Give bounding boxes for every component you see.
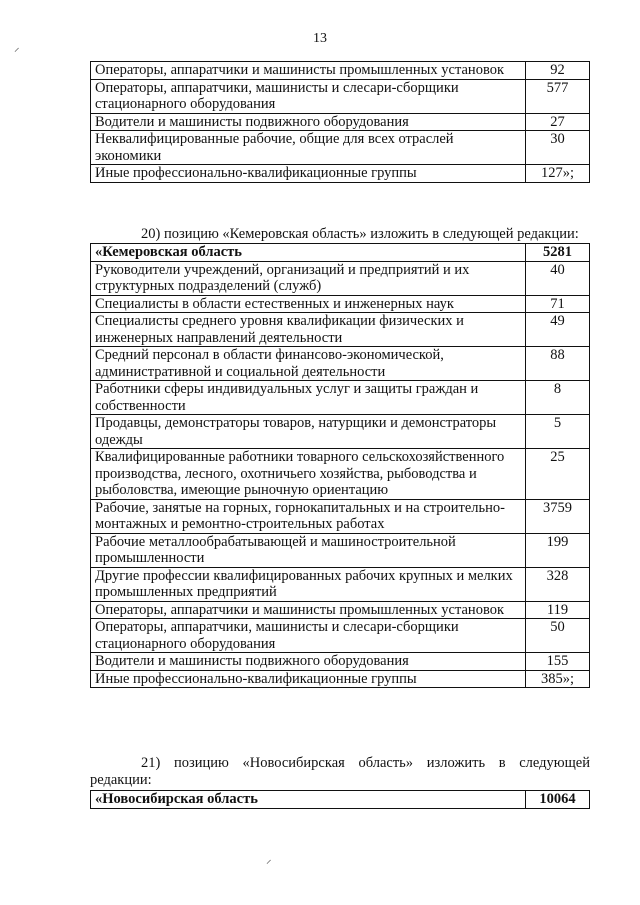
row-value: 92 <box>526 62 590 80</box>
table-row <box>91 601 590 619</box>
row-name: Рабочие, занятые на горных, горнокапитальных и на строительно-монтажных и ремонтно-строительных работах <box>91 499 526 533</box>
table-row <box>91 533 590 567</box>
table-row <box>91 415 590 449</box>
table-row <box>91 62 590 80</box>
row-name: Иные профессионально-квалификационные группы <box>91 165 526 183</box>
table-row <box>91 619 590 653</box>
region-total: 10064 <box>526 791 590 809</box>
row-name: Операторы, аппаратчики, машинисты и слесари-сборщики стационарного оборудования <box>91 619 526 653</box>
table-row <box>91 567 590 601</box>
table-row <box>91 131 590 165</box>
row-name: Операторы, аппаратчики и машинисты промышленных установок <box>91 62 526 80</box>
row-value: 155 <box>526 653 590 671</box>
row-value: 27 <box>526 113 590 131</box>
table-row <box>91 449 590 500</box>
row-name: Рабочие металлообрабатывающей и машиностроительной промышленности <box>91 533 526 567</box>
scan-mark: ⸝ <box>266 854 272 866</box>
row-value: 8 <box>526 381 590 415</box>
row-name: Операторы, аппаратчики, машинисты и слесари-сборщики стационарного оборудования <box>91 79 526 113</box>
row-value: 577 <box>526 79 590 113</box>
row-name: Специалисты в области естественных и инженерных наук <box>91 295 526 313</box>
table-row <box>91 261 590 295</box>
row-value: 49 <box>526 313 590 347</box>
row-name: Неквалифицированные рабочие, общие для всех отраслей экономики <box>91 131 526 165</box>
table-row <box>91 347 590 381</box>
row-value: 119 <box>526 601 590 619</box>
table-row <box>91 113 590 131</box>
row-name: Средний персонал в области финансово-экономической, административной и социальной деятельности <box>91 347 526 381</box>
paragraph-20: 20) позицию «Кемеровская область» изложить в следующей редакции: <box>141 226 579 242</box>
row-value: 328 <box>526 567 590 601</box>
row-name: Квалифицированные работники товарного сельскохозяйственного производства, лесного, охотничьего хозяйства, рыбоводства и рыболовства, имеющие рыночную ориентацию <box>91 449 526 500</box>
paragraph-21: 21) позицию «Новосибирская область» изложить в следующей редакции: <box>90 755 590 788</box>
row-name: Водители и машинисты подвижного оборудования <box>91 653 526 671</box>
row-value: 50 <box>526 619 590 653</box>
row-name: Другие профессии квалифицированных рабочих крупных и мелких промышленных предприятий <box>91 567 526 601</box>
table-novosibirsk <box>90 790 590 809</box>
table-kemerovo <box>90 243 590 688</box>
row-value: 88 <box>526 347 590 381</box>
region-total: 5281 <box>526 244 590 262</box>
page-number: 13 <box>313 31 327 46</box>
row-value: 30 <box>526 131 590 165</box>
row-name: Продавцы, демонстраторы товаров, натурщики и демонстраторы одежды <box>91 415 526 449</box>
region-name: «Новосибирская область <box>91 791 526 809</box>
row-name: Водители и машинисты подвижного оборудования <box>91 113 526 131</box>
table-row <box>91 79 590 113</box>
row-value: 385»; <box>526 670 590 688</box>
row-name: Операторы, аппаратчики и машинисты промышленных установок <box>91 601 526 619</box>
table-row <box>91 653 590 671</box>
table-row <box>91 313 590 347</box>
row-name: Руководители учреждений, организаций и предприятий и их структурных подразделений (служб) <box>91 261 526 295</box>
row-value: 127»; <box>526 165 590 183</box>
region-name: «Кемеровская область <box>91 244 526 262</box>
table-row <box>91 295 590 313</box>
row-value: 5 <box>526 415 590 449</box>
table-row <box>91 499 590 533</box>
table-row <box>91 381 590 415</box>
table-header-row <box>91 244 590 262</box>
scan-mark: ⸝ <box>14 42 20 54</box>
table-header-row <box>91 791 590 809</box>
row-value: 199 <box>526 533 590 567</box>
row-name: Специалисты среднего уровня квалификации физических и инженерных направлений деятельности <box>91 313 526 347</box>
row-value: 71 <box>526 295 590 313</box>
table-row <box>91 670 590 688</box>
row-value: 3759 <box>526 499 590 533</box>
table-row <box>91 165 590 183</box>
row-name: Работники сферы индивидуальных услуг и защиты граждан и собственности <box>91 381 526 415</box>
row-name: Иные профессионально-квалификационные группы <box>91 670 526 688</box>
table-previous-region <box>90 61 590 183</box>
row-value: 40 <box>526 261 590 295</box>
row-value: 25 <box>526 449 590 500</box>
